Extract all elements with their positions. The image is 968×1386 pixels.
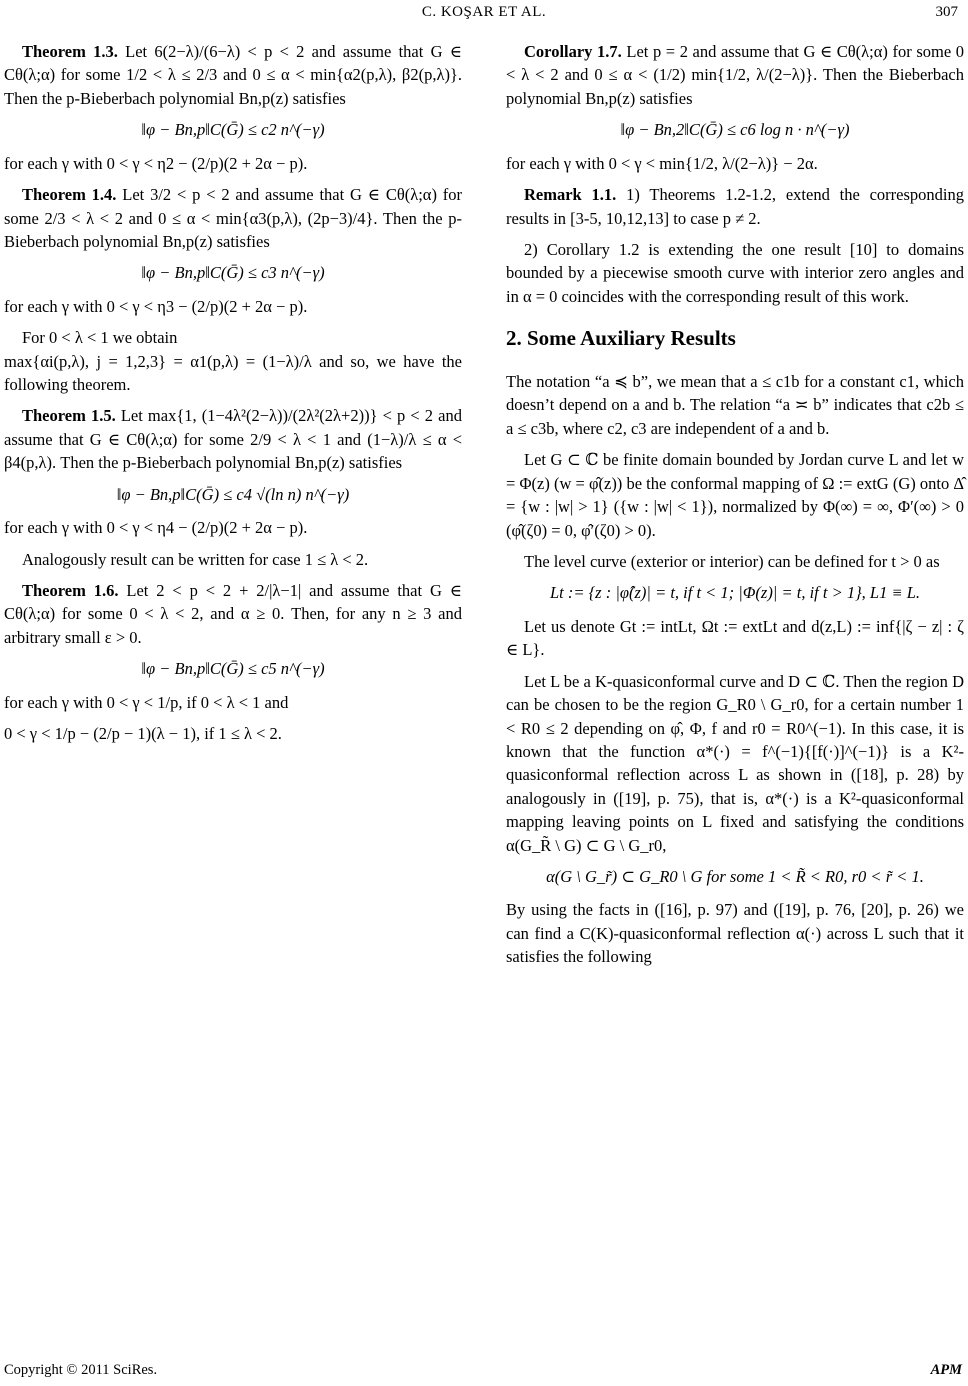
running-title: C. KOŞAR ET AL. bbox=[421, 4, 547, 20]
paragraph: Let us denote Gt := intLt, Ωt := extLt and d(z,L) := inf{|ζ − z| : ζ ∈ L}. bbox=[506, 616, 964, 660]
page-footer bbox=[4, 1362, 962, 1379]
remark-text: 2) Corollary 1.2 is extending the one result [10] to domains bounded by a piecewise smooth curve with interior zero angles and in α = 0 coincides with the corresponding result of this work. bbox=[506, 239, 964, 306]
paragraph-text: max{αi(p,λ), j = 1,2,3} = α1(p,λ) = (1−λ)/λ and so, we have the following theorem. bbox=[4, 351, 462, 395]
equation: ‖φ − Bn,p‖C(Ḡ) ≤ c3 n^(−γ) bbox=[141, 263, 325, 283]
right-column bbox=[506, 40, 964, 977]
theorem-text: Let 2 < p < 2 + 2/|λ−1| and assume that bbox=[126, 581, 423, 601]
theorem-1-4 bbox=[4, 183, 462, 253]
theorem-label: Theorem 1.4. bbox=[22, 185, 117, 205]
theorem-text: Then the p-Bieberbach polynomial Bn,p(z) satisfies bbox=[4, 208, 463, 251]
paragraph bbox=[4, 326, 462, 396]
corollary-1-7 bbox=[506, 40, 964, 110]
paragraph: Analogously result can be written for case 1 ≤ λ < 2. bbox=[22, 549, 369, 569]
left-column bbox=[4, 40, 462, 754]
equation: ‖φ − Bn,2‖C(Ḡ) ≤ c6 log n · n^(−γ) bbox=[620, 120, 850, 140]
page-number: 307 bbox=[935, 4, 958, 20]
theorem-text: Let max{1, (1−4λ²(2−λ))/(2λ²(2λ+2))} < p < 2 bbox=[120, 406, 434, 426]
corollary-label: Corollary 1.7. bbox=[524, 42, 622, 61]
equation: Lt := {z : |φ̂(z)| = t, if t < 1; |Φ(z)| = t, if t > 1}, L1 ≡ L. bbox=[549, 583, 921, 603]
theorem-text: and assume that G ∈ Cθ(λ;α) for some 2/9 < λ < 1 and bbox=[4, 406, 462, 449]
paragraph: The notation “a ≼ b”, we mean that a ≤ c1b for a constant c1, which doesn’t depend on a and b. The relation “a ≍ b” indicates that c2b ≤ a ≤ c3b, where c2, c3 are independent of a and b. bbox=[506, 372, 964, 438]
theorem-text: for each γ with 0 < γ < η4 − (2/p)(2 + 2α − p). bbox=[4, 518, 308, 538]
theorem-1-5 bbox=[4, 404, 462, 474]
remark-label: Remark 1.1. bbox=[524, 185, 617, 205]
paragraph: By using the facts in ([16], p. 97) and ([19], p. 76, [20], p. 26) we can find a C(K)-quasiconformal reflection α(·) across L such that it satisfies the following bbox=[506, 900, 964, 967]
corollary-text: for each γ with 0 < γ < min{1/2, λ/(2−λ)} − 2α. bbox=[506, 153, 818, 173]
paragraph-text: For 0 < λ < 1 we obtain bbox=[22, 328, 178, 348]
paragraph: Let L be a K-quasiconformal curve and D ⊂ ℂ. Then the region D can be chosen to be the region G_R0 \ G_r0, for a certain number 1 < R0 ≤ 2 depending on φ̂, Φ, f and r0 = R0^(−1). In this case, it is known that the function α*(·) = f^(−1){[f(·)]^(−1)} is a K²-quasiconformal reflection across L as shown in ([18], p. 28) by analogously in ([19], p. 75), that is, α*(·) is a K²-quasiconformal mapping leaving points on L fixed and satisfying the conditions α(G_R̃ \ G) ⊂ G \ G_r0, bbox=[506, 671, 964, 855]
theorem-label: Theorem 1.6. bbox=[22, 581, 119, 601]
corollary-text: Let p = 2 and assume that G ∈ Cθ(λ;α) for some 0 < λ < 2 and bbox=[506, 42, 964, 85]
theorem-text: 0 ≤ α < min{α2(p,λ), β2(p,λ)}. Then the p-Bieberbach polynomial Bn,p(z) satisfies bbox=[4, 65, 462, 108]
theorem-text: (1−λ)/λ ≤ α < β4(p,λ). Then the p-Bieberbach polynomial Bn,p(z) satisfies bbox=[4, 429, 462, 473]
theorem-text: for each γ with 0 < γ < η2 − (2/p)(2 + 2α − p). bbox=[4, 153, 308, 173]
copyright-text: Copyright © 2011 SciRes. bbox=[4, 1362, 158, 1378]
equation: α(G \ G_r̃) ⊂ G_R0 \ G for some 1 < R̃ < R0, r0 < r̃ < 1. bbox=[546, 867, 924, 887]
paragraph: Let G ⊂ ℂ be finite domain bounded by Jordan curve L and let w = Φ(z) (w = φ̂(z)) be the conformal mapping of Ω := extG (G) onto Δ̂ = {w : |w| > 1} ({w : |w| < 1}), normalized by Φ(∞) = ∞, Φ′(∞) > 0 (φ̂(ζ0) = 0, φ̂′(ζ0) > 0). bbox=[506, 450, 964, 540]
remark-1-1 bbox=[506, 183, 964, 230]
theorem-label: Theorem 1.5. bbox=[22, 406, 116, 426]
remark-text: 1) Theorems 1.2-1.2, extend the corresponding results in [3-5, 10,12,13] to case p ≠ 2. bbox=[506, 185, 964, 228]
theorem-text: G ∈ Cθ(λ;α) for some 1/2 < λ ≤ 2/3 and bbox=[4, 42, 462, 85]
theorem-text: Let 3/2 < p < 2 and assume that bbox=[122, 185, 345, 205]
theorem-1-3 bbox=[4, 40, 462, 110]
theorem-text: 0 < γ < 1/p − (2/p − 1)(λ − 1), if 1 ≤ λ < 2. bbox=[4, 724, 282, 744]
theorem-text: G ∈ Cθ(λ;α) for some 2/3 < λ < 2 and bbox=[4, 185, 463, 228]
equation: ‖φ − Bn,p‖C(Ḡ) ≤ c2 n^(−γ) bbox=[141, 120, 325, 140]
theorem-text: for each γ with 0 < γ < 1/p, if 0 < λ < 1 and bbox=[4, 692, 289, 712]
theorem-text: 0 ≤ α < min{α3(p,λ), (2p−3)/4}. bbox=[158, 208, 378, 228]
journal-abbrev: APM bbox=[930, 1362, 962, 1378]
equation: ‖φ − Bn,p‖C(Ḡ) ≤ c5 n^(−γ) bbox=[141, 659, 325, 679]
equation: ‖φ − Bn,p‖C(Ḡ) ≤ c4 √(ln n) n^(−γ) bbox=[116, 484, 350, 504]
theorem-1-6 bbox=[4, 579, 462, 649]
paragraph: The level curve (exterior or interior) can be defined for t > 0 as bbox=[524, 551, 940, 571]
theorem-text: G ∈ Cθ(λ;α) for some 0 < λ < 2, and α ≥ 0. Then, for any n ≥ 3 and arbitrary small ε > 0. bbox=[4, 581, 462, 647]
corollary-text: 0 ≤ α < (1/2) min{1/2, λ/(2−λ)}. Then the Bieberbach polynomial Bn,p(z) satisfies bbox=[506, 65, 964, 108]
theorem-text: for each γ with 0 < γ < η3 − (2/p)(2 + 2α − p). bbox=[4, 296, 308, 316]
theorem-text: Let 6(2−λ)/(6−λ) < p < 2 and assume that bbox=[125, 42, 424, 61]
section-title: 2. Some Auxiliary Results bbox=[506, 326, 736, 351]
theorem-label: Theorem 1.3. bbox=[22, 42, 118, 61]
running-header bbox=[0, 4, 968, 26]
